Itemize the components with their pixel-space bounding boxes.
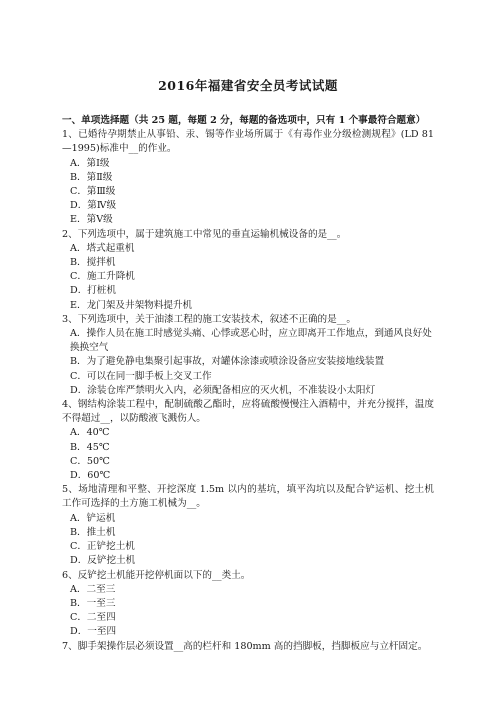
option-item: C．正铲挖土机 xyxy=(70,541,135,553)
option-list xyxy=(62,512,434,569)
question-list xyxy=(62,128,434,654)
option-list xyxy=(62,157,434,228)
option-item: B．为了避免静电集聚引起事故，对罐体涂漆或喷涂设备应安装接地线装置 xyxy=(70,356,385,368)
option-item: D．涂装仓库严禁明火入内，必须配备相应的灭火机，不准装设小太阳灯 xyxy=(70,384,376,396)
option-item: B．第Ⅱ级 xyxy=(70,171,113,183)
question-text: 4、钢结构涂装工程中，配制硫酸乙酯时，应将硫酸慢慢注入酒精中，并充分搅拌，温度不得超过__，以防酸液飞溅伤人。 xyxy=(62,399,434,425)
question-item xyxy=(62,569,434,640)
option-item: C．施工升降机 xyxy=(70,271,135,283)
section-heading: 一、单项选择题（共 25 题，每题 2 分，每题的备选项中，只有 1 个事最符合题意） xyxy=(62,115,426,126)
question-text: 2、下列选项中，属于建筑施工中常见的垂直运输机械设备的是__。 xyxy=(62,228,347,240)
question-text: 1、已婚待孕期禁止从事铅、汞、锡等作业场所属于《有毒作业分级检测规程》(LD 81—1995)标准中__的作业。 xyxy=(62,129,434,155)
option-item: D．一至四 xyxy=(70,626,117,638)
option-item: D．反铲挖土机 xyxy=(70,555,136,567)
option-list xyxy=(62,583,434,640)
option-item: A．铲运机 xyxy=(70,512,116,524)
option-item: E．龙门架及井架物料提升机 xyxy=(70,299,193,311)
option-item: C．第Ⅲ级 xyxy=(70,186,116,198)
question-item xyxy=(62,640,434,654)
option-item: B．45℃ xyxy=(70,441,110,453)
question-item xyxy=(62,398,434,483)
option-list xyxy=(62,242,434,313)
option-item: D．打桩机 xyxy=(70,285,117,297)
option-item: A．第Ⅰ级 xyxy=(70,157,110,169)
option-item: D．60℃ xyxy=(70,470,111,482)
option-item: B．搅拌机 xyxy=(70,257,116,269)
option-item: C．二至四 xyxy=(70,612,116,624)
option-list xyxy=(62,426,434,483)
option-item: D．第Ⅳ级 xyxy=(70,200,117,212)
question-text: 5、场地清理和平整、开挖深度 1.5m 以内的基坑，填平沟坑以及配合铲运机、挖土机工作可选择的土方施工机械为__。 xyxy=(62,484,434,510)
option-item: B．推土机 xyxy=(70,526,116,538)
option-list xyxy=(62,327,434,398)
option-item: A．操作人员在施工时感觉头痛、心悸或恶心时，应立即离开工作地点，到通风良好处换换空气 xyxy=(70,328,432,354)
page-title: 2016年福建省安全员考试试题 xyxy=(158,78,338,93)
option-item: A．塔式起重机 xyxy=(70,242,135,254)
option-item: B．一至三 xyxy=(70,597,116,609)
question-text: 3、下列选项中，关于油漆工程的施工安装技术，叙述不正确的是__。 xyxy=(62,313,356,325)
question-item xyxy=(62,228,434,313)
question-item xyxy=(62,128,434,227)
option-item: A．40℃ xyxy=(70,427,110,439)
question-item xyxy=(62,483,434,568)
question-text: 6、反铲挖土机能开挖停机面以下的__类土。 xyxy=(62,569,251,581)
option-item: E．第Ⅴ级 xyxy=(70,214,113,226)
question-text: 7、脚手架操作层必须设置__高的栏杆和 180mm 高的挡脚板，挡脚板应与立杆固定。 xyxy=(62,640,428,652)
question-item xyxy=(62,313,434,398)
option-item: A．二至三 xyxy=(70,583,116,595)
option-item: C．可以在同一脚手板上交叉工作 xyxy=(70,370,212,382)
option-item: C．50℃ xyxy=(70,455,110,467)
